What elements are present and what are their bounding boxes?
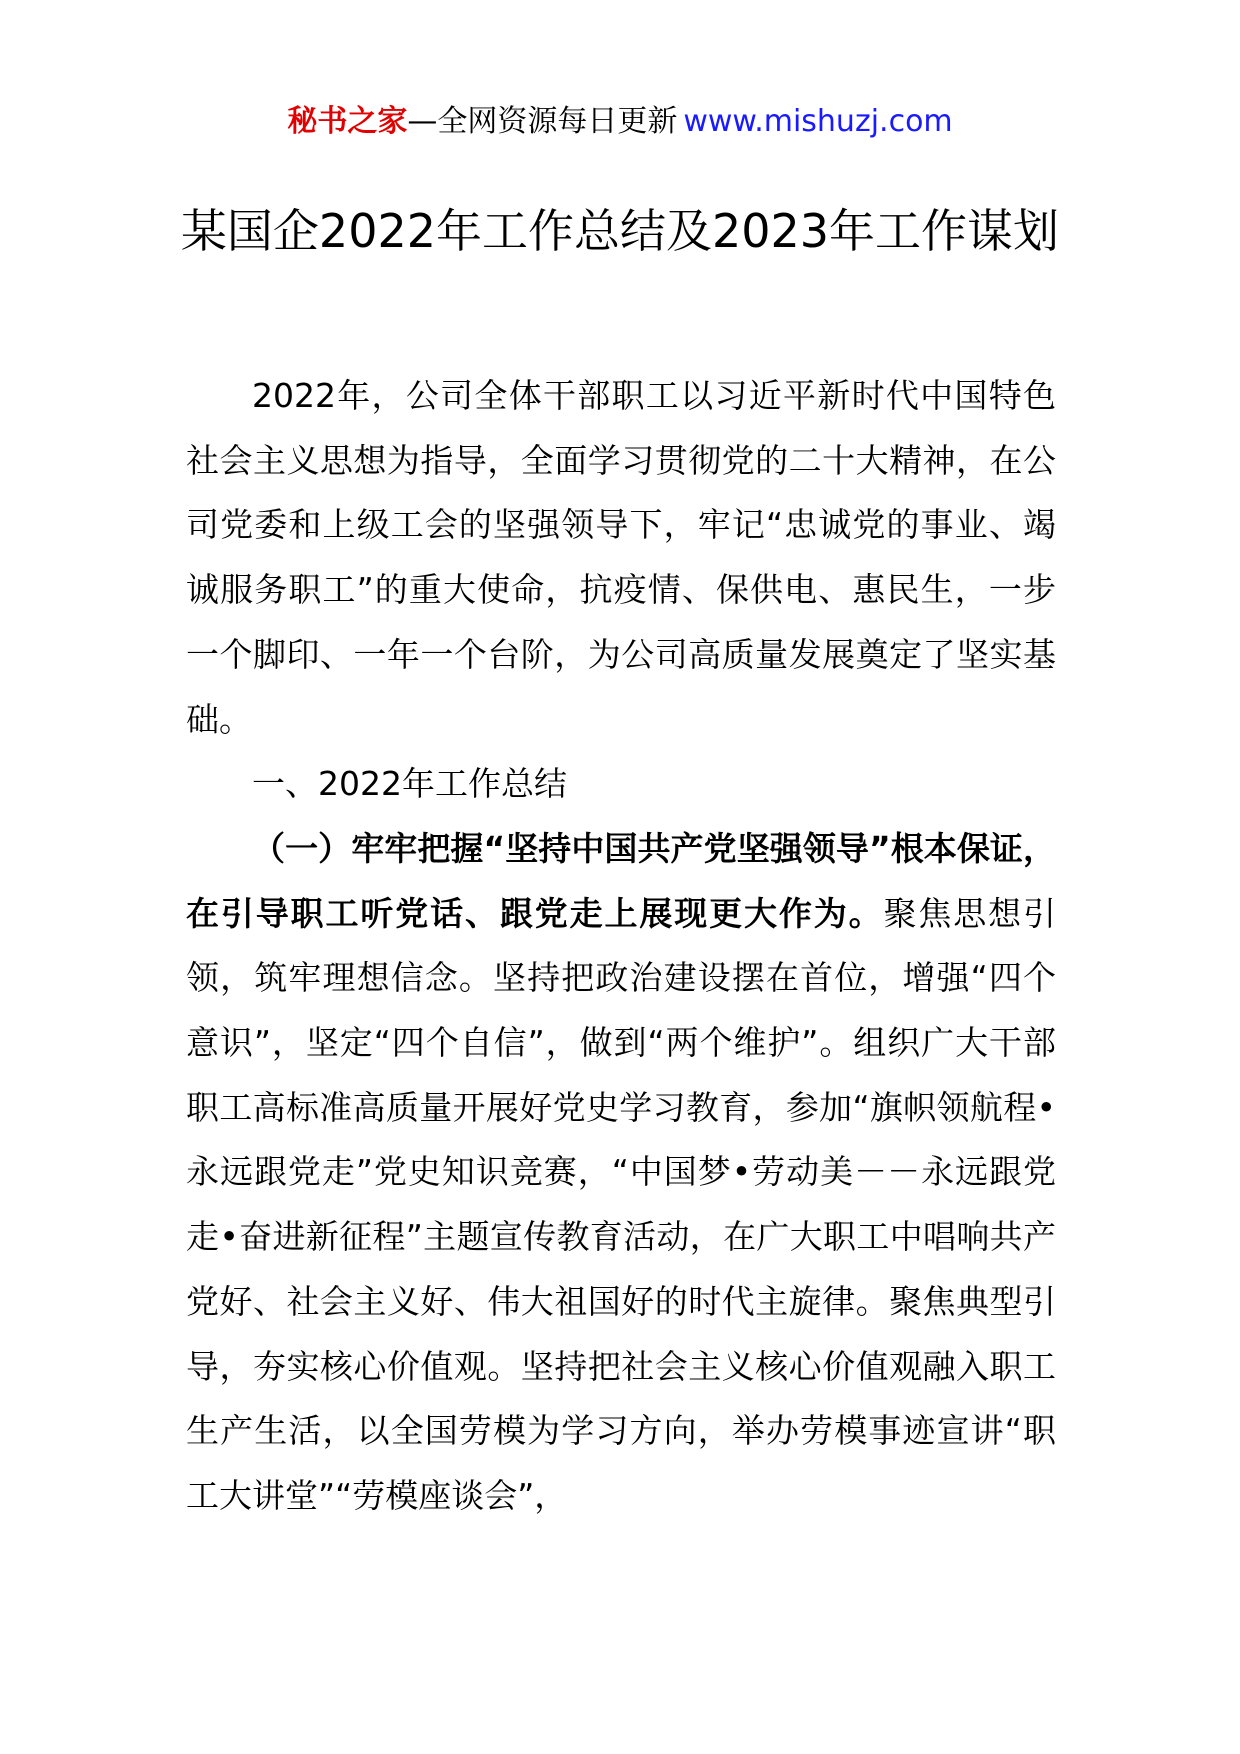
document-title: 某国企2022年工作总结及2023年工作谋划	[180, 204, 1060, 258]
subsection-heading: （一）牢牢把握“坚持中国共产党坚强领导”根本保证，在引导职工听党话、跟党走上展现更大作为。	[186, 828, 1056, 933]
brand-name: 秘书之家	[287, 104, 408, 139]
site-header	[0, 100, 1240, 144]
section-heading: 一、2022年工作总结	[252, 764, 567, 804]
site-url-link[interactable]: www.mishuzj.com	[683, 104, 953, 139]
header-tagline: —全网资源每日更新	[407, 104, 678, 139]
subsection-body: 聚焦思想引领，筑牢理想信念。坚持把政治建设摆在首位，增强“四个意识”，坚定“四个自信”，做到“两个维护”。组织广大干部职工高标准高质量开展好党史学习教育，参加“旗帜领航程•永远跟党走”党史知识竞赛，“中国梦•劳动美－－永远跟党走•奋进新征程”主题宣传教育活动，在广大职工中唱响共产党好、社会主义好、伟大祖国好的时代主旋律。聚焦典型引导，夯实核心价值观。坚持把社会主义核心价值观融入职工生产生活，以全国劳模为学习方向，举办劳模事迹宣讲“职工大讲堂”“劳模座谈会”，	[186, 893, 1056, 1515]
intro-paragraph: 2022年，公司全体干部职工以习近平新时代中国特色社会主义思想为指导，全面学习贯彻党的二十大精神，在公司党委和上级工会的坚强领导下，牢记“忠诚党的事业、竭诚服务职工”的重大使命，抗疫情、保供电、惠民生，一步一个脚印、一年一个台阶，为公司高质量发展奠定了坚实基础。	[186, 376, 1056, 739]
subsection-paragraph	[186, 817, 1056, 1529]
document-body	[186, 364, 1056, 1529]
